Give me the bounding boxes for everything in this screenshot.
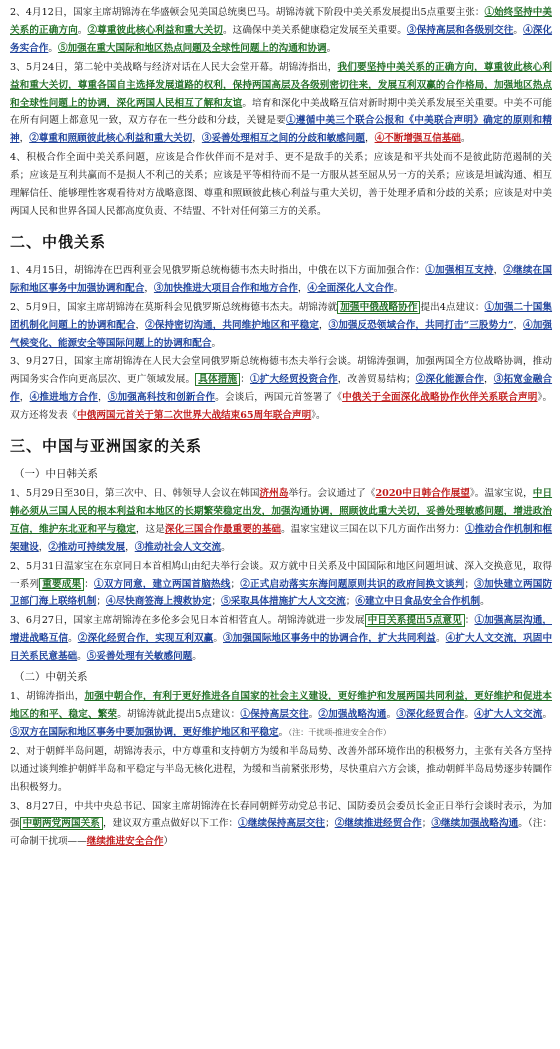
dprk-paragraph-1: 1、胡锦涛指出，加强中朝合作，有利于更好推进各自国家的社会主义建设，更好维护和发展两国共同利益，更好维护和促进本地区的和平、稳定、繁荣。胡锦涛就此提出5点建议：①保持高层交往。②加强战略沟通。③深化经贸合作。④扩大人文交流。⑤双方在国际和地区事务中要加强协调，更好维护地区和平稳定。（注：干扰项-推进安全合作） (10, 691, 553, 738)
us-paragraph-4: 4、积极合作全面中美关系问题，应该是合作伙伴而不是对手、更不是敌手的关系；应该是和平共处而不是彼此防范遏制的关系；应该是互利共赢而不是损人不利己的关系；应该是平等相待而不是一方服从甚至屈从另一方的关系；应该是坦诚沟通、相互理解信任、能够理性客观看待对方战略意图、尊重和照顾彼此核心利益与重大关切，善于处理矛盾和分歧的关系；应该是对中美两国人民和世界各国人民都高度负责、不结盟、不针对任何第三方的关系。 (10, 152, 552, 217)
subsection-title-china-dprk: （二）中朝关系 (14, 671, 88, 684)
dprk-paragraph-2: 2、对于朝鲜半岛问题，胡锦涛表示，中方尊重和支持朝方为缓和半岛局势、改善外部环境作出的积极努力，主张有关各方坚持以通过谈判维护朝鲜半岛和平稳定与半岛无核化进程，为缓和当前紧张形势，尽快重启六方会谈，推动朝鲜半岛局势逐步转圜作出积极努力。 (10, 745, 552, 793)
cjk-paragraph-2: 2、5月31日温家宝在东京同日本首相鸠山由纪夫举行会谈。双方就中日关系及中国国际和地区问题坦诚、深入交换意见，取得一系列 重要成果 ：①双方同意，建立两国首脑热线；②正式启动落实东海问题原则共识的政府间换文谈判；③加快建立两国防卫部门海上联络机制；④尽快商签海上搜救协定；⑤采取具体措施扩大人文交流；⑥建立中日食品安全合作机制。 (10, 560, 553, 608)
us-paragraph-3: 3、5月24日，第二轮中美战略与经济对话在人民大会堂开幕。胡锦涛指出，我们要坚持中美关系的正确方向，尊重彼此核心利益和重大关切，尊重各国自主选择发展道路的权利，保持两国高层及各级别密切往来，发展互利双赢的合作格局，加强地区热点和全球性问题上的协调，深化两国人民相互了解和友谊。培育和深化中美战略互信对新时期中美关系发展至关重要。中美不可能在所有问题上都意见一致，双方存在一些分歧和分歧，关键是要①遵循中美三个联合公报和《中美联合声明》确定的原则和精神，②尊重和照顾彼此核心利益和重大关切，③妥善处理相互之间的分歧和敏感问题，④不断增强互信基础。 (10, 61, 553, 145)
cjk-paragraph-1: 1、5月29日至30日，第三次中、日、韩领导人会议在韩国济州岛举行。会议通过了《2020中日韩合作展望》。温家宝说，中日韩必须从三国人民的根本利益和本地区的长期繁荣稳定出发，加强沟通协调，照顾彼此重大关切，妥善处理敏感问题，增进政治互信，维护东北亚和平与稳定，这是深化三国合作最重要的基础。温家宝建议三国在以下几方面作出努力：①推动合作机制和框架建设，②推动可持续发展，③推动社会人文交流。 (10, 488, 553, 553)
russia-paragraph-2: 2、5月9日，国家主席胡锦涛在莫斯科会见俄罗斯总统梅德韦杰夫。胡锦涛就 加强中俄战略协作 提出4点建议：①加强二十国集团机制化问题上的协调和配合，②保持密切沟通，共同维护地区和平稳定，③加强反恐领域合作，共同打击“三股势力”，④加强气候变化、能源安全等国际问题上的协调和配合。 (10, 301, 553, 349)
section-title-china-asia: 三、中国与亚洲国家的关系 (10, 437, 203, 456)
highlight-box: 中朝两党两国关系 (20, 817, 103, 830)
subsection-title-china-japan-korea: （一）中日韩关系 (14, 468, 98, 481)
russia-paragraph-1: 1、4月15日，胡锦涛在巴西利亚会见俄罗斯总统梅德韦杰夫时指出，中俄在以下方面加强合作：①加强相互支持，②继续在国际和地区事务中加强协调和配合，③加快推进大项目合作和地方合作，④全面深化人文合作。 (10, 264, 553, 294)
highlight-box: 具体措施 (195, 373, 240, 386)
cjk-paragraph-3: 3、6月27日，国家主席胡锦涛在多伦多会见日本首相菅直人。胡锦涛就进一步发展 中日关系提出5点意见 ：①加强高层沟通，增进战略互信。②深化经贸合作，实现互利双赢。③加强国际地区事务中的协调合作，扩大共同利益。④扩大人文交流，巩固中日关系民意基础。⑤妥善处理有关敏感问题。 (10, 615, 553, 663)
dprk-paragraph-3: 3、8月27日，中共中央总书记、国家主席胡锦涛在长春同朝鲜劳动党总书记、国防委员会委员长金正日举行会谈时表示，为加强 中朝两党两国关系 ，建议双方重点做好以下工作：①继续保持高层交往；②继续推进经贸合作；③继续加强战略沟通。（注：可命制干扰项——继续推进安全合作） (10, 800, 553, 848)
highlight-box: 重要成果 (39, 578, 84, 591)
us-paragraph-2: 2、4月12日，国家主席胡锦涛在华盛顿会见美国总统奥巴马。胡锦涛就下阶段中美关系发展提出5点重要主张：①始终坚持中美关系的正确方向。②尊重彼此核心利益和重大关切。这确保中美关系健康稳定发展至关重要。③保持高层和各级别交往。④深化务实合作。⑤加强在重大国际和地区热点问题及全球性问题上的沟通和协调。 (10, 7, 553, 54)
russia-paragraph-3: 3、9月27日，国家主席胡锦涛在人民大会堂同俄罗斯总统梅德韦杰夫举行会谈。胡锦涛强调，加强两国全方位战略协调，推动两国务实合作向更高层次、更广领域发展。 具体措施 ：①扩大经贸投资合作，改善贸易结构；②深化能源合作，③拓宽金融合作，④推进地方合作，⑤加强高科技和创新合作。会谈后，两国元首签署了《中俄关于全面深化战略协作伙伴关系联合声明》。双方还将发表《中俄两国元首关于第二次世界大战结束65周年联合声明》。 (10, 356, 553, 422)
section-title-china-russia: 二、中俄关系 (10, 232, 107, 251)
highlight-box: 中日关系提出5点意见 (365, 614, 465, 627)
highlight-box: 加强中俄战略协作 (337, 301, 420, 314)
